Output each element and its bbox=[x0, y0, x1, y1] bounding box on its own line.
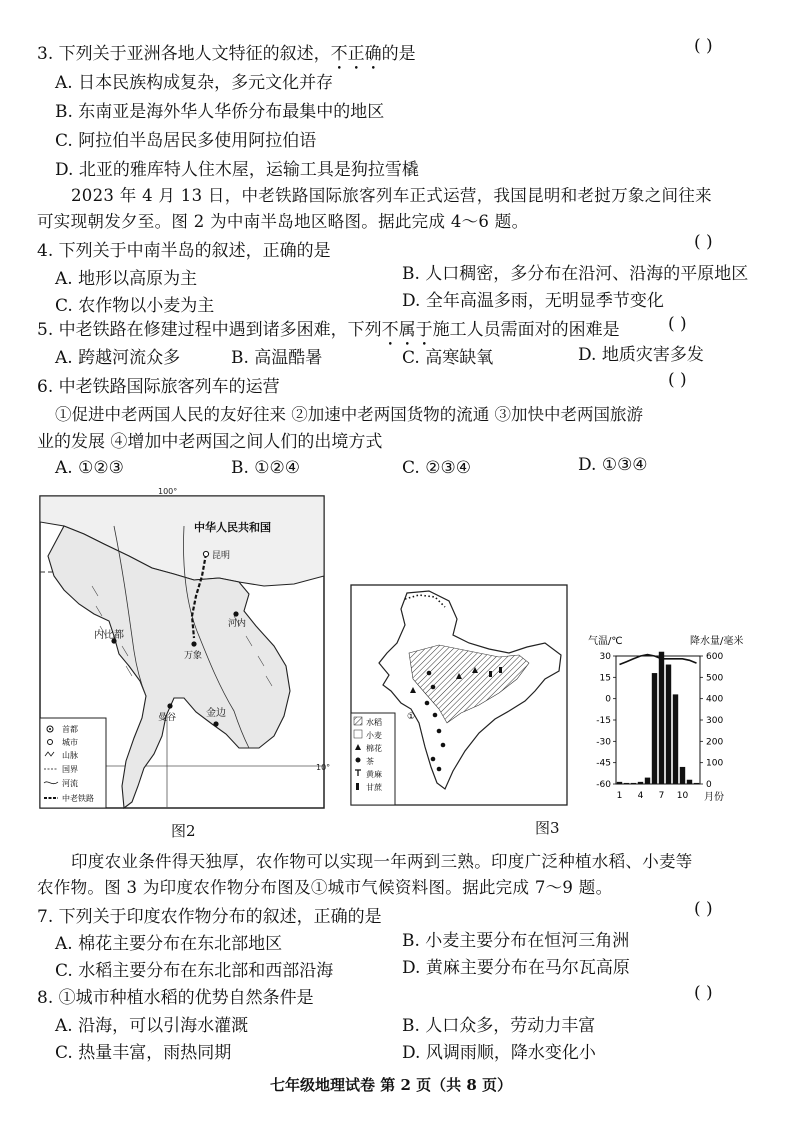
q8-option-b[interactable]: B. 人口众多，劳动力丰富 bbox=[402, 1016, 596, 1036]
fig2-lat-label: 10° bbox=[316, 763, 330, 772]
precipitation-bar bbox=[617, 782, 622, 784]
temp-tick-label: 30 bbox=[599, 652, 611, 662]
fig3-legend-cotton: 棉花 bbox=[366, 744, 382, 753]
fig2-legend-capital: 首都 bbox=[62, 725, 78, 734]
q4-option-a[interactable]: A. 地形以高原为主 bbox=[55, 269, 198, 289]
precipitation-bar bbox=[645, 778, 650, 784]
precip-tick-label: 400 bbox=[706, 694, 724, 705]
month-tick-label: 7 bbox=[658, 791, 665, 801]
q8-stem: 8. ①城市种植水稻的优势自然条件是 bbox=[37, 988, 314, 1008]
q8-option-d[interactable]: D. 风调雨顺，降水变化小 bbox=[402, 1043, 596, 1063]
q4-option-c[interactable]: C. 农作物以小麦为主 bbox=[55, 296, 215, 316]
q5-option-a[interactable]: A. 跨越河流众多 bbox=[55, 348, 181, 368]
month-tick-label: 4 bbox=[637, 791, 644, 801]
q3-emphasis: 不正确 bbox=[330, 44, 382, 64]
fig2-city-hanoi: 河内 bbox=[228, 619, 247, 629]
q4-option-d[interactable]: D. 全年高温多雨，无明显季节变化 bbox=[402, 291, 664, 311]
month-tick-label: 1 bbox=[616, 791, 623, 801]
temp-tick-label: -45 bbox=[596, 758, 611, 769]
fig3-legend-jute: 黄麻 bbox=[366, 770, 382, 779]
q6-statement-line2: 业的发展 ④增加中老两国之间人们的出境方式 bbox=[37, 432, 383, 452]
fig2-city-vientiane: 万象 bbox=[184, 651, 203, 661]
q4-option-b[interactable]: B. 人口稠密，多分布在沿河、沿海的平原地区 bbox=[402, 264, 749, 284]
precipitation-bar bbox=[631, 783, 636, 784]
q6-option-a[interactable]: A. ①②③ bbox=[55, 458, 124, 478]
fig3-legend-rice: 水稻 bbox=[366, 718, 382, 727]
q6-answer-paren[interactable]: ( ) bbox=[668, 370, 687, 390]
figure-2-map bbox=[34, 486, 330, 814]
precipitation-bar bbox=[659, 652, 664, 784]
month-tick-label: 10 bbox=[676, 791, 689, 801]
precipitation-bar bbox=[673, 694, 678, 784]
fig3-city-marker: ① bbox=[407, 712, 416, 722]
q7-stem: 7. 下列关于印度农作物分布的叙述，正确的是 bbox=[37, 907, 382, 927]
q6-stem: 6. 中老铁路国际旅客列车的运营 bbox=[37, 377, 280, 397]
q3-option-b[interactable]: B. 东南亚是海外华人华侨分布最集中的地区 bbox=[55, 102, 385, 122]
q3-answer-paren[interactable]: ( ) bbox=[694, 36, 713, 56]
fig3-legend-tea: 茶 bbox=[366, 757, 374, 766]
fig2-legend bbox=[40, 718, 106, 808]
temp-tick-label: 15 bbox=[599, 673, 611, 684]
climate-precip-axis-title: 降水量/毫米 bbox=[690, 636, 744, 647]
fig2-lon-label: 100° bbox=[158, 487, 178, 496]
figure-2-caption: 图2 bbox=[171, 822, 196, 840]
fig3-legend-sugarcane: 甘蔗 bbox=[366, 783, 382, 792]
fig2-city-bangkok: 曼谷 bbox=[158, 713, 177, 723]
precip-tick-label: 500 bbox=[706, 673, 724, 684]
precipitation-bar bbox=[638, 782, 643, 784]
q7-option-b[interactable]: B. 小麦主要分布在恒河三角洲 bbox=[402, 931, 630, 951]
q5-option-c[interactable]: C. 高寒缺氧 bbox=[402, 348, 494, 368]
q3-stem: 3. 下列关于亚洲各地人文特征的叙述，不正确的是 bbox=[37, 44, 416, 64]
precipitation-bar bbox=[680, 767, 685, 784]
precipitation-bar bbox=[652, 673, 657, 784]
q7-answer-paren[interactable]: ( ) bbox=[694, 899, 713, 919]
fig2-city-kunming: 昆明 bbox=[212, 551, 231, 561]
climate-chart bbox=[580, 630, 762, 806]
intro-7-9-line1: 印度农业条件得天独厚，农作物可以实现一年两到三熟。印度广泛种植水稻、小麦等 bbox=[71, 852, 693, 871]
temp-tick-label: -60 bbox=[596, 780, 611, 790]
climate-month-unit: 月份 bbox=[704, 792, 724, 803]
fig2-city-phnompenh: 金边 bbox=[206, 708, 226, 719]
q3-option-d[interactable]: D. 北亚的雅库特人住木屋，运输工具是狗拉雪橇 bbox=[55, 160, 419, 180]
q3-option-c[interactable]: C. 阿拉伯半岛居民多使用阿拉伯语 bbox=[55, 131, 317, 151]
q7-option-c[interactable]: C. 水稻主要分布在东北部和西部沿海 bbox=[55, 961, 334, 981]
q4-stem: 4. 下列关于中南半岛的叙述，正确的是 bbox=[37, 241, 331, 261]
q8-answer-paren[interactable]: ( ) bbox=[694, 983, 713, 1003]
temp-tick-label: 0 bbox=[605, 694, 611, 705]
fig3-legend bbox=[351, 713, 395, 805]
precip-tick-label: 100 bbox=[706, 758, 724, 769]
fig2-legend-mountain: 山脉 bbox=[62, 751, 78, 760]
q5-option-b[interactable]: B. 高温酷暑 bbox=[231, 348, 323, 368]
climate-temp-axis-title: 气温/℃ bbox=[588, 636, 623, 647]
temp-tick-label: -15 bbox=[596, 716, 611, 726]
q4-answer-paren[interactable]: ( ) bbox=[694, 232, 713, 252]
q6-option-d[interactable]: D. ①③④ bbox=[578, 455, 648, 475]
intro-7-9-line2: 农作物。图 3 为印度农作物分布图及①城市气候资料图。据此完成 7～9 题。 bbox=[37, 878, 613, 897]
fig2-legend-river: 河流 bbox=[62, 779, 78, 788]
q6-option-c[interactable]: C. ②③④ bbox=[402, 458, 471, 478]
q6-statement-line1: ①促进中老两国人民的友好往来 ②加速中老两国货物的流通 ③加快中老两国旅游 bbox=[55, 405, 643, 424]
fig2-legend-city: 城市 bbox=[62, 738, 78, 747]
temp-tick-label: -30 bbox=[596, 737, 611, 748]
q7-option-a[interactable]: A. 棉花主要分布在东北部地区 bbox=[55, 934, 283, 954]
fig3-legend-wheat: 小麦 bbox=[366, 731, 382, 740]
q5-emphasis: 不属于 bbox=[381, 320, 433, 340]
q7-option-d[interactable]: D. 黄麻主要分布在马尔瓦高原 bbox=[402, 958, 630, 978]
figure-3-india-map bbox=[349, 583, 571, 809]
q8-option-c[interactable]: C. 热量丰富，雨热同期 bbox=[55, 1043, 232, 1063]
fig2-city-naypyidaw: 内比都 bbox=[94, 630, 124, 641]
precipitation-bar bbox=[694, 783, 699, 784]
q5-answer-paren[interactable]: ( ) bbox=[668, 314, 687, 334]
q5-option-d[interactable]: D. 地质灾害多发 bbox=[578, 345, 704, 365]
precip-tick-label: 600 bbox=[706, 652, 724, 662]
q8-option-a[interactable]: A. 沿海，可以引海水灌溉 bbox=[55, 1016, 249, 1036]
precipitation-bar bbox=[666, 665, 671, 784]
intro-4-6-line2: 可实现朝发夕至。图 2 为中南半岛地区略图。据此完成 4～6 题。 bbox=[37, 212, 529, 231]
intro-4-6-line1: 2023 年 4 月 13 日，中老铁路国际旅客列车正式运营，我国昆明和老挝万象之间往来 bbox=[71, 186, 712, 205]
q6-option-b[interactable]: B. ①②④ bbox=[231, 458, 301, 478]
q3-option-a[interactable]: A. 日本民族构成复杂，多元文化并存 bbox=[55, 73, 334, 93]
figure-3-caption: 图3 bbox=[535, 819, 560, 837]
precip-tick-label: 0 bbox=[706, 780, 712, 790]
page-footer: 七年级地理试卷 第 2 页（共 8 页） bbox=[270, 1076, 512, 1094]
precip-tick-label: 300 bbox=[706, 716, 724, 726]
fig2-legend-border: 国界 bbox=[62, 765, 78, 774]
fig2-country-label: 中华人民共和国 bbox=[194, 521, 271, 534]
precip-tick-label: 200 bbox=[706, 737, 724, 748]
fig2-legend-railway: 中老铁路 bbox=[62, 794, 94, 803]
precipitation-bar bbox=[687, 780, 692, 784]
climate-plot-frame bbox=[616, 656, 700, 784]
q5-stem: 5. 中老铁路在修建过程中遇到诸多困难，下列不属于施工人员需面对的困难是 bbox=[37, 320, 620, 340]
precipitation-bar bbox=[624, 783, 629, 784]
